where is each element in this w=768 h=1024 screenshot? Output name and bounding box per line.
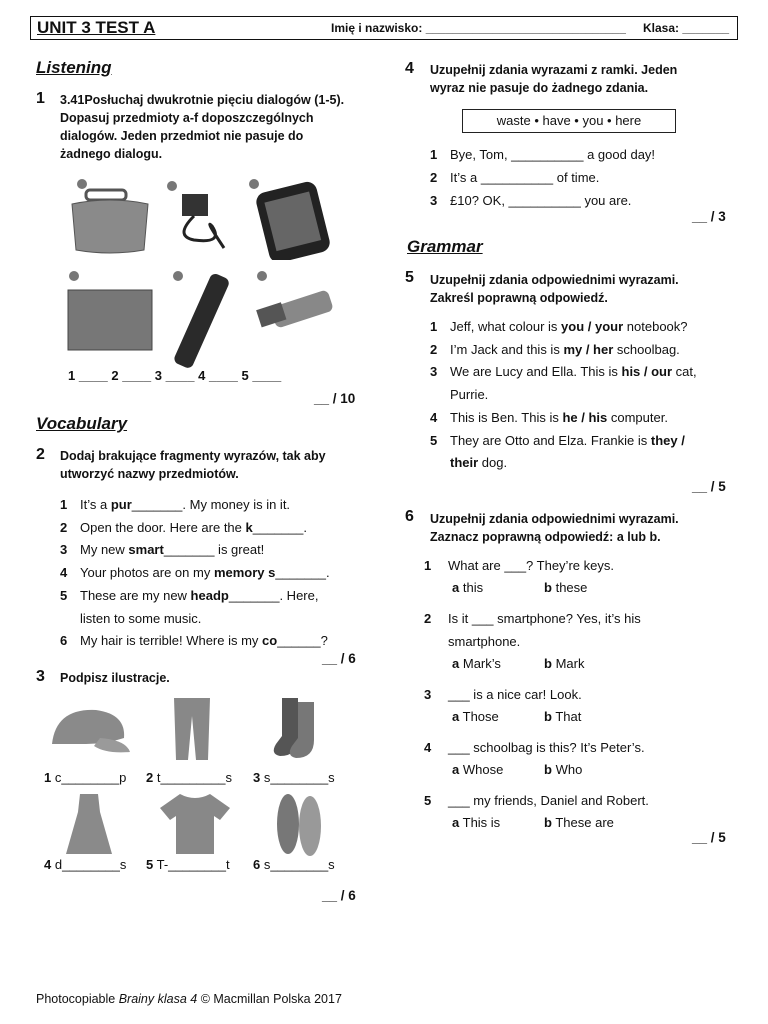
exercise-4-number: 4 — [405, 60, 414, 77]
trousers-picture — [170, 696, 214, 762]
picture-label-3[interactable]: 3 s________s — [253, 770, 335, 785]
dress-picture — [64, 792, 114, 856]
exercise-4-instruction: Uzupełnij zdania wyrazami z ramki. Jeden wyraz nie pasuje do żadnego zdania. — [430, 63, 678, 95]
cap-picture — [46, 704, 132, 760]
exercise-5-score: __ / 5 — [692, 479, 726, 494]
item-number: 5 — [60, 587, 68, 603]
item-text: Jeff, what colour is you / your notebook? — [450, 319, 688, 334]
item-text: We are Lucy and Ella. This is his / our cat, — [450, 364, 697, 380]
option-b[interactable]: b These are — [544, 815, 614, 830]
item-text: Your photos are on my memory s_______. — [80, 565, 330, 581]
shoes-picture — [274, 792, 324, 858]
option-b[interactable]: b Who — [544, 762, 583, 777]
footer-copyright: Photocopiable Brainy klasa 4 © Macmillan Polska 2017 — [36, 992, 342, 1006]
exercise-3-score: __ / 6 — [322, 888, 356, 903]
wallet-picture — [64, 268, 158, 352]
item-number: 3 — [424, 687, 432, 702]
item-number: 3 — [430, 193, 438, 208]
picture-label-2[interactable]: 2 t_________s — [146, 770, 233, 785]
item-number: 5 — [430, 432, 438, 448]
item-text: Purrie. — [450, 387, 489, 403]
picture-label-4[interactable]: 4 d________s — [44, 857, 127, 872]
item-number: 3 — [430, 364, 438, 380]
item-number: 5 — [424, 793, 432, 808]
test-header — [30, 16, 738, 40]
word-box: waste • have • you • here — [462, 109, 676, 133]
item-text: ___ my friends, Daniel and Robert. — [448, 793, 649, 808]
listening-title: Listening — [36, 58, 112, 77]
exercise-6-instruction: Uzupełnij zdania odpowiednimi wyrazami. Zaznacz poprawną odpowiedź: a lub b. — [430, 512, 679, 544]
item-text: listen to some music. — [80, 610, 202, 626]
purse-picture — [64, 176, 156, 256]
item-text: their dog. — [450, 455, 508, 471]
item-text: They are Otto and Elza. Frankie is they / — [450, 432, 685, 448]
memory-stick-picture — [252, 268, 342, 348]
vocabulary-title: Vocabulary — [36, 414, 128, 433]
remote-control-picture — [168, 268, 238, 368]
exercise-6-score: __ / 5 — [692, 830, 726, 845]
item-text: These are my new headp_______. Here, — [80, 587, 319, 603]
item-text: ___ is a nice car! Look. — [448, 687, 582, 702]
exercise-1-score: __ / 10 — [314, 391, 356, 406]
option-a[interactable]: a Whose — [452, 762, 504, 777]
item-text: I’m Jack and this is my / her schoolbag. — [450, 341, 680, 357]
item-text: Open the door. Here are the k_______. — [80, 519, 307, 535]
item-text: ___ schoolbag is this? It’s Peter’s. — [448, 740, 645, 755]
t-shirt-picture — [158, 792, 232, 856]
item-number: 6 — [60, 633, 68, 649]
item-number: 4 — [430, 409, 438, 425]
option-b[interactable]: b these — [544, 580, 588, 595]
item-number: 1 — [430, 319, 438, 334]
option-a[interactable]: a Those — [452, 709, 499, 724]
item-number: 4 — [60, 565, 68, 581]
exercise-6-number: 6 — [405, 508, 414, 525]
item-text: My new smart_______ is great! — [80, 542, 265, 558]
item-text: Bye, Tom, __________ a good day! — [450, 147, 656, 162]
item-number: 4 — [424, 740, 432, 755]
item-number: 1 — [430, 147, 438, 162]
option-a[interactable]: a this — [452, 580, 484, 595]
name-field-label: Imię i nazwisko: ______________________________ — [331, 21, 626, 35]
option-a[interactable]: a Mark’s — [452, 656, 501, 671]
unit-title: UNIT 3 TEST A — [37, 18, 156, 37]
option-b[interactable]: b Mark — [544, 656, 585, 671]
exercise-5-instruction: Uzupełnij zdania odpowiednimi wyrazami. Zakreśl poprawną odpowiedź. — [430, 273, 679, 305]
exercise-4-score: __ / 3 — [692, 209, 726, 224]
option-a[interactable]: a This is — [452, 815, 501, 830]
item-number: 2 — [430, 170, 438, 185]
charger-picture — [164, 178, 244, 258]
picture-label-5[interactable]: 5 T-________t — [146, 857, 230, 872]
exercise-1-instruction: 3.41Posłuchaj dwukrotnie pięciu dialogów (1-5). Dopasuj przedmioty a-f doposzczególnych dialogów. Jeden przedmiot nie pasuje do żadnego dialogu. — [60, 93, 345, 161]
item-number: 1 — [60, 497, 68, 512]
exercise-6-question-continuation: smartphone. — [448, 634, 521, 649]
item-text: What are ___? They’re keys. — [448, 558, 614, 573]
item-number: 1 — [424, 558, 432, 573]
exercise-3-number: 3 — [36, 668, 45, 685]
smartphone-picture — [244, 176, 334, 260]
exercise-2-number: 2 — [36, 446, 45, 463]
item-number: 2 — [424, 611, 432, 626]
option-b[interactable]: b That — [544, 709, 582, 724]
grammar-title: Grammar — [407, 237, 483, 256]
exercise-1-number: 1 — [36, 90, 45, 107]
item-text: It’s a __________ of time. — [450, 170, 600, 185]
exercise-3-instruction: Podpisz ilustracje. — [60, 671, 170, 685]
exercise-1-answer-blanks[interactable]: 1 ____ 2 ____ 3 ____ 4 ____ 5 ____ — [68, 368, 282, 383]
item-text: This is Ben. This is he / his computer. — [450, 409, 668, 425]
picture-label-6[interactable]: 6 s________s — [253, 857, 335, 872]
exercise-2-score: __ / 6 — [322, 651, 356, 666]
item-number: 3 — [60, 542, 68, 558]
item-text: £10? OK, __________ you are. — [450, 193, 632, 208]
socks-picture — [268, 696, 324, 762]
item-number: 2 — [430, 341, 438, 357]
item-number: 2 — [60, 519, 68, 535]
picture-label-1[interactable]: 1 c________p — [44, 770, 127, 785]
class-field-label: Klasa: _______ — [643, 21, 730, 35]
item-text: It’s a pur_______. My money is in it. — [80, 497, 291, 512]
item-text: My hair is terrible! Where is my co______? — [80, 633, 328, 649]
exercise-2-instruction: Dodaj brakujące fragmenty wyrazów, tak aby utworzyć nazwy przedmiotów. — [60, 449, 326, 481]
exercise-5-number: 5 — [405, 269, 414, 286]
item-text: Is it ___ smartphone? Yes, it’s his — [448, 611, 641, 626]
